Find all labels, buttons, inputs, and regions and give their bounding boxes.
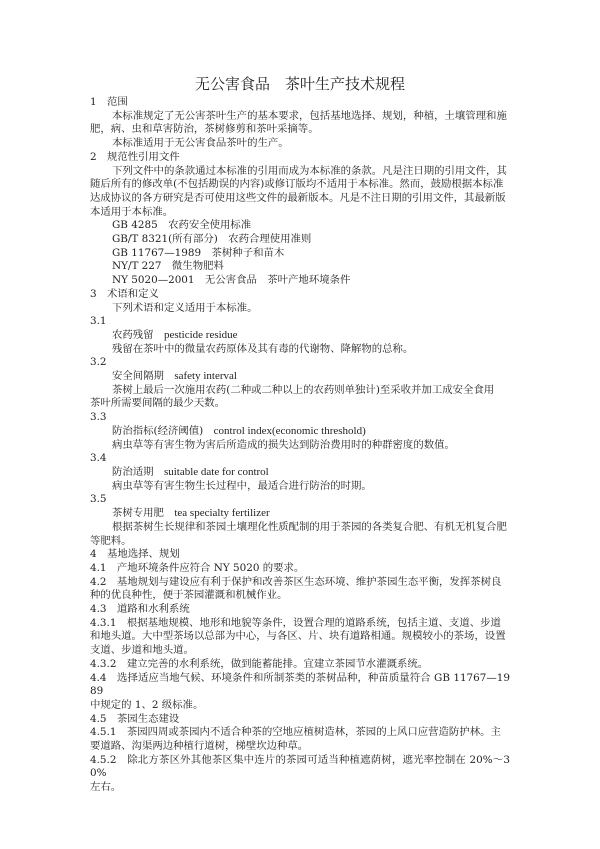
term-zh: 防治适期 xyxy=(112,465,154,478)
clause-line: 种的优良种性，便于茶园灌溉和机械作业。 xyxy=(90,589,288,602)
paragraph-line: 本标准适用于无公害食品茶叶的生产。 xyxy=(112,137,289,150)
clause-line: 和地头道。大中型茶场以总部为中心，与各区、片、块有道路相通。规模较小的茶场，设置 xyxy=(90,630,506,643)
reference-item: GB 4285 农药安全使用标准 xyxy=(112,219,252,232)
definition: 病虫草等有害生物生长过程中，最适合进行防治的时期。 xyxy=(112,479,372,492)
term-zh: 防治指标(经济阈值) xyxy=(112,424,204,437)
clause-number: 3.2 xyxy=(90,356,107,369)
term-en: suitable date for control xyxy=(163,465,269,478)
definition: 茶叶所需要间隔的最少天数。 xyxy=(90,397,226,410)
term-en: control index(economic threshold) xyxy=(213,424,366,437)
clause-line: 4.5.2 除北方茶区外其他茶区集中连片的茶园可适当种植遮荫树，遮光率控制在 20%～30% xyxy=(90,753,510,780)
term xyxy=(90,466,510,480)
clause-line: 左右。 xyxy=(90,781,122,794)
term-en: safety interval xyxy=(174,370,237,383)
clause-number: 3.4 xyxy=(90,452,107,465)
term-zh: 农药残留 xyxy=(112,328,154,341)
clause-line: 4.2 基地规划与建设应有利于保护和改善茶区生态环境、维护茶园生态平衡，发挥茶树良 xyxy=(90,575,502,588)
clause-heading: 4.3 道路和水利系统 xyxy=(90,603,190,616)
paragraph-line: 本适用于本标准。 xyxy=(90,205,174,218)
paragraph-line: 随后所有的修改单(不包括勘误的内容)或修订版均不适用于本标准。然而，鼓励根据本标准 xyxy=(90,178,504,191)
clause-line: 要道路、沟渠两边种植行道树，梯壁坎边种草。 xyxy=(90,740,309,753)
reference-item: NY 5020—2001 无公害食品 茶叶产地环境条件 xyxy=(112,274,351,287)
term-en: pesticide residue xyxy=(163,328,238,341)
document-body xyxy=(90,96,510,815)
paragraph-line: 肥，病、虫和草害防治，茶树修剪和茶叶采摘等。 xyxy=(90,123,319,136)
paragraph-line: 达成协议的各方研究是否可使用这些文件的最新版本。凡是不注日期的引用文件，其最新版 xyxy=(90,191,506,204)
section-number: 1 xyxy=(90,96,97,108)
reference-item: GB 11767—1989 茶树种子和苗木 xyxy=(112,246,285,259)
term xyxy=(90,370,510,384)
clause-line: 4.5.1 茶园四周或茶园内不适合种茶的空地应植树造林，茶园的上风口应营造防护林。主 xyxy=(90,726,501,739)
document-title: 无公害食品 茶叶生产技术规程 xyxy=(194,75,405,93)
section-number: 3 xyxy=(90,287,97,300)
section-number: 4 xyxy=(90,548,97,561)
section-number: 2 xyxy=(90,150,97,163)
clause-line: 中规定的 1、2 级标准。 xyxy=(90,698,204,711)
definition: 茶树上最后一次施用农药(二种或二种以上的农药则单独计)至采收并加工成安全食用 xyxy=(112,383,495,396)
definition: 残留在茶叶中的微量农药原体及其有毒的代谢物、降解物的总称。 xyxy=(112,342,414,355)
clause-number: 3.5 xyxy=(90,493,107,506)
reference-item: NY/T 227 微生物肥料 xyxy=(112,260,224,273)
term-en: tea specialty fertilizer xyxy=(174,507,270,520)
term xyxy=(90,507,510,521)
term-zh: 茶树专用肥 xyxy=(112,507,164,520)
term xyxy=(90,329,510,343)
clause-line: 4.1 产地环境条件应符合 NY 5020 的要求。 xyxy=(90,561,305,574)
section-heading xyxy=(90,288,510,302)
section-heading xyxy=(90,151,510,165)
section-title: 术语和定义 xyxy=(107,287,159,300)
paragraph-line: 下列文件中的条款通过本标准的引用而成为本标准的条款。凡是注日期的引用文件，其 xyxy=(112,164,507,177)
clause-heading: 4.5 茶园生态建设 xyxy=(90,712,180,725)
clause-line: 4.3.1 根据基地规模、地形和地貌等条件，设置合理的道路系统，包括主道、支道、步道 xyxy=(90,616,501,629)
term xyxy=(90,425,510,439)
section-heading xyxy=(90,96,510,110)
clause-line: 支道、步道和地头道。 xyxy=(90,644,194,657)
clause-line: 4.4 选择适应当地气候、环境条件和所制茶类的茶树品种，种苗质量符合 GB 11767—1989 xyxy=(90,671,510,698)
clause-line: 4.3.2 建立完善的水利系统，做到能蓄能排。宜建立茶园节水灌溉系统。 xyxy=(90,657,429,670)
paragraph-line: 本标准规定了无公害茶叶生产的基本要求，包括基地选择、规划，种植，土壤管理和施 xyxy=(112,109,507,122)
section-title: 基地选择、规划 xyxy=(107,548,180,561)
paragraph-line: 下列术语和定义适用于本标准。 xyxy=(112,301,258,314)
definition: 根据茶树生长规律和茶园土壤理化性质配制的用于茶园的各类复合肥、有机无机复合肥 xyxy=(112,520,507,533)
definition: 病虫草等有害生物为害后所造成的损失达到防治费用时的种群密度的数值。 xyxy=(112,438,455,451)
section-title: 规范性引用文件 xyxy=(107,150,180,163)
reference-item: GB/T 8321(所有部分) 农药合理使用准则 xyxy=(112,233,312,246)
term-zh: 安全间隔期 xyxy=(112,370,164,383)
section-heading xyxy=(90,548,510,562)
clause-number: 3.1 xyxy=(90,315,107,328)
definition: 等肥料。 xyxy=(90,534,132,547)
clause-number: 3.3 xyxy=(90,411,107,424)
section-title: 范围 xyxy=(107,96,128,108)
